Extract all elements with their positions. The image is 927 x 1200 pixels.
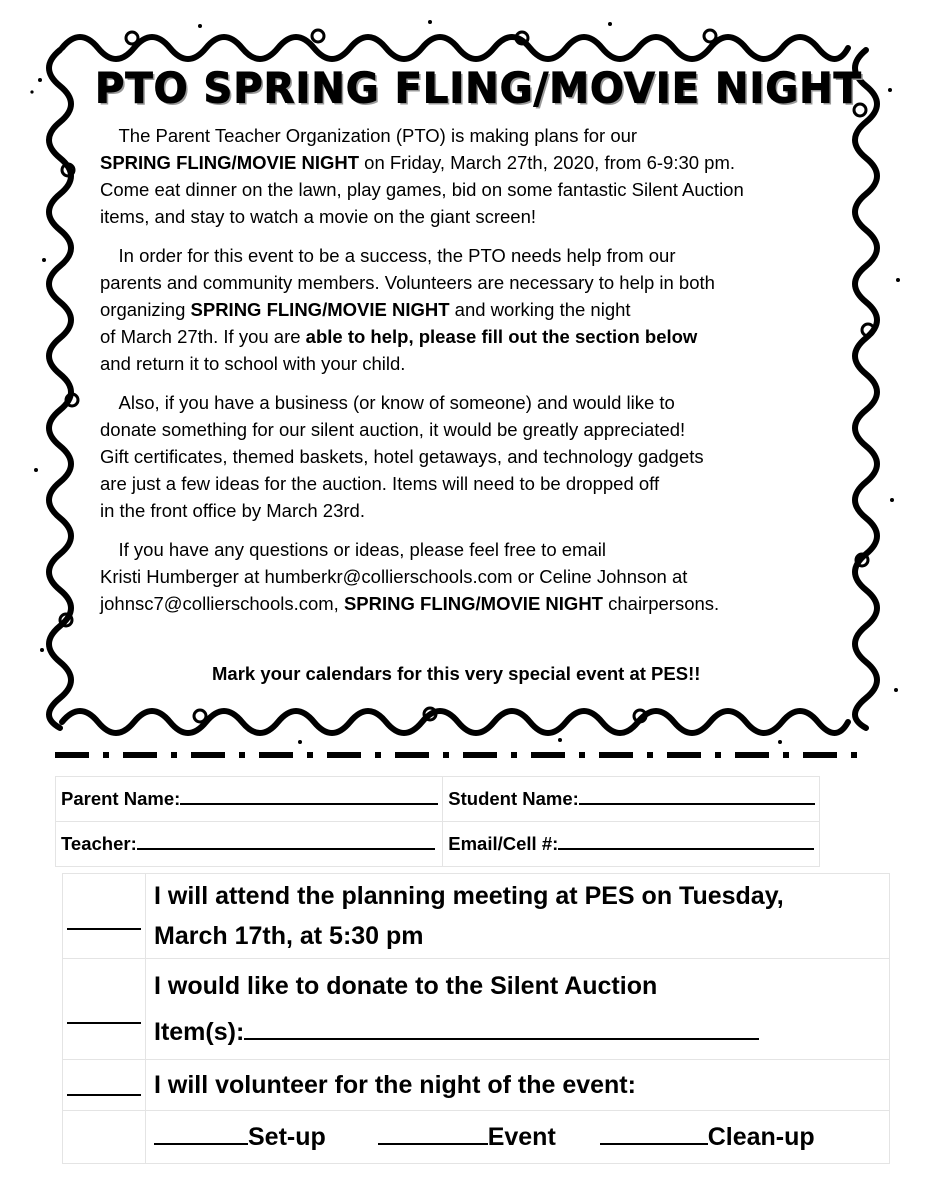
student-name-field[interactable]: Student Name: (443, 777, 820, 822)
event-shift[interactable]: Event (378, 1123, 556, 1151)
volunteer-check-blank[interactable] (63, 1060, 146, 1111)
closing-note: Mark your calendars for this very special event at PES!! (212, 663, 701, 684)
intro-paragraph: The Parent Teacher Organization (PTO) is making plans for our SPRING FLING/MOVIE NIGHT on Friday, March 27th, 2020, from 6-9:30 pm. Come eat dinner on the lawn, play games, bid on some fantastic Silent Auction items, and stay to watch a movie on the giant screen! (100, 125, 744, 227)
donate-check-blank[interactable] (63, 959, 146, 1060)
volunteer-option: I will volunteer for the night of the event: (146, 1060, 890, 1111)
meeting-option: I will attend the planning meeting at PES on Tuesday, March 17th, at 5:30 pm (146, 874, 890, 959)
cut-line (55, 748, 865, 762)
volunteer-paragraph: In order for this event to be a success, the PTO needs help from our parents and community members. Volunteers are necessary to help in both organizing SPRING FLING/MOVIE NIGHT and working the night of March 27th. If you are able to help, please fill out the section below and return it to school with your child. (100, 245, 715, 374)
meeting-check-blank[interactable] (63, 874, 146, 959)
setup-shift[interactable]: Set-up (154, 1123, 326, 1151)
empty-cell (63, 1111, 146, 1164)
email-cell-field[interactable]: Email/Cell #: (443, 822, 820, 867)
contact-paragraph: If you have any questions or ideas, please feel free to email Kristi Humberger at humberkr@collierschools.com or Celine Johnson at johnsc7@collierschools.com, SPRING FLING/MOVIE NIGHT chairpersons. (100, 539, 720, 614)
donate-items-field[interactable]: Item(s): (154, 1012, 883, 1052)
flyer-title: PTO SPRING FLING/MOVIE NIGHT (95, 64, 862, 114)
auction-paragraph: Also, if you have a business (or know of someone) and would like to donate something for our silent auction, it would be greatly appreciated! Gift certificates, themed baskets, hotel getaways, and technology gadgets are just a few ideas for the auction. Items will need to be dropped off in the front office by March 23rd. (100, 392, 704, 521)
volunteer-shifts (146, 1111, 890, 1164)
cleanup-shift[interactable]: Clean-up (600, 1123, 815, 1151)
teacher-field[interactable]: Teacher: (56, 822, 443, 867)
signup-options-table (62, 873, 890, 1164)
parent-name-field[interactable]: Parent Name: (56, 777, 443, 822)
contact-info-table (55, 776, 820, 867)
donate-option: I would like to donate to the Silent Auction Item(s): (146, 959, 890, 1060)
